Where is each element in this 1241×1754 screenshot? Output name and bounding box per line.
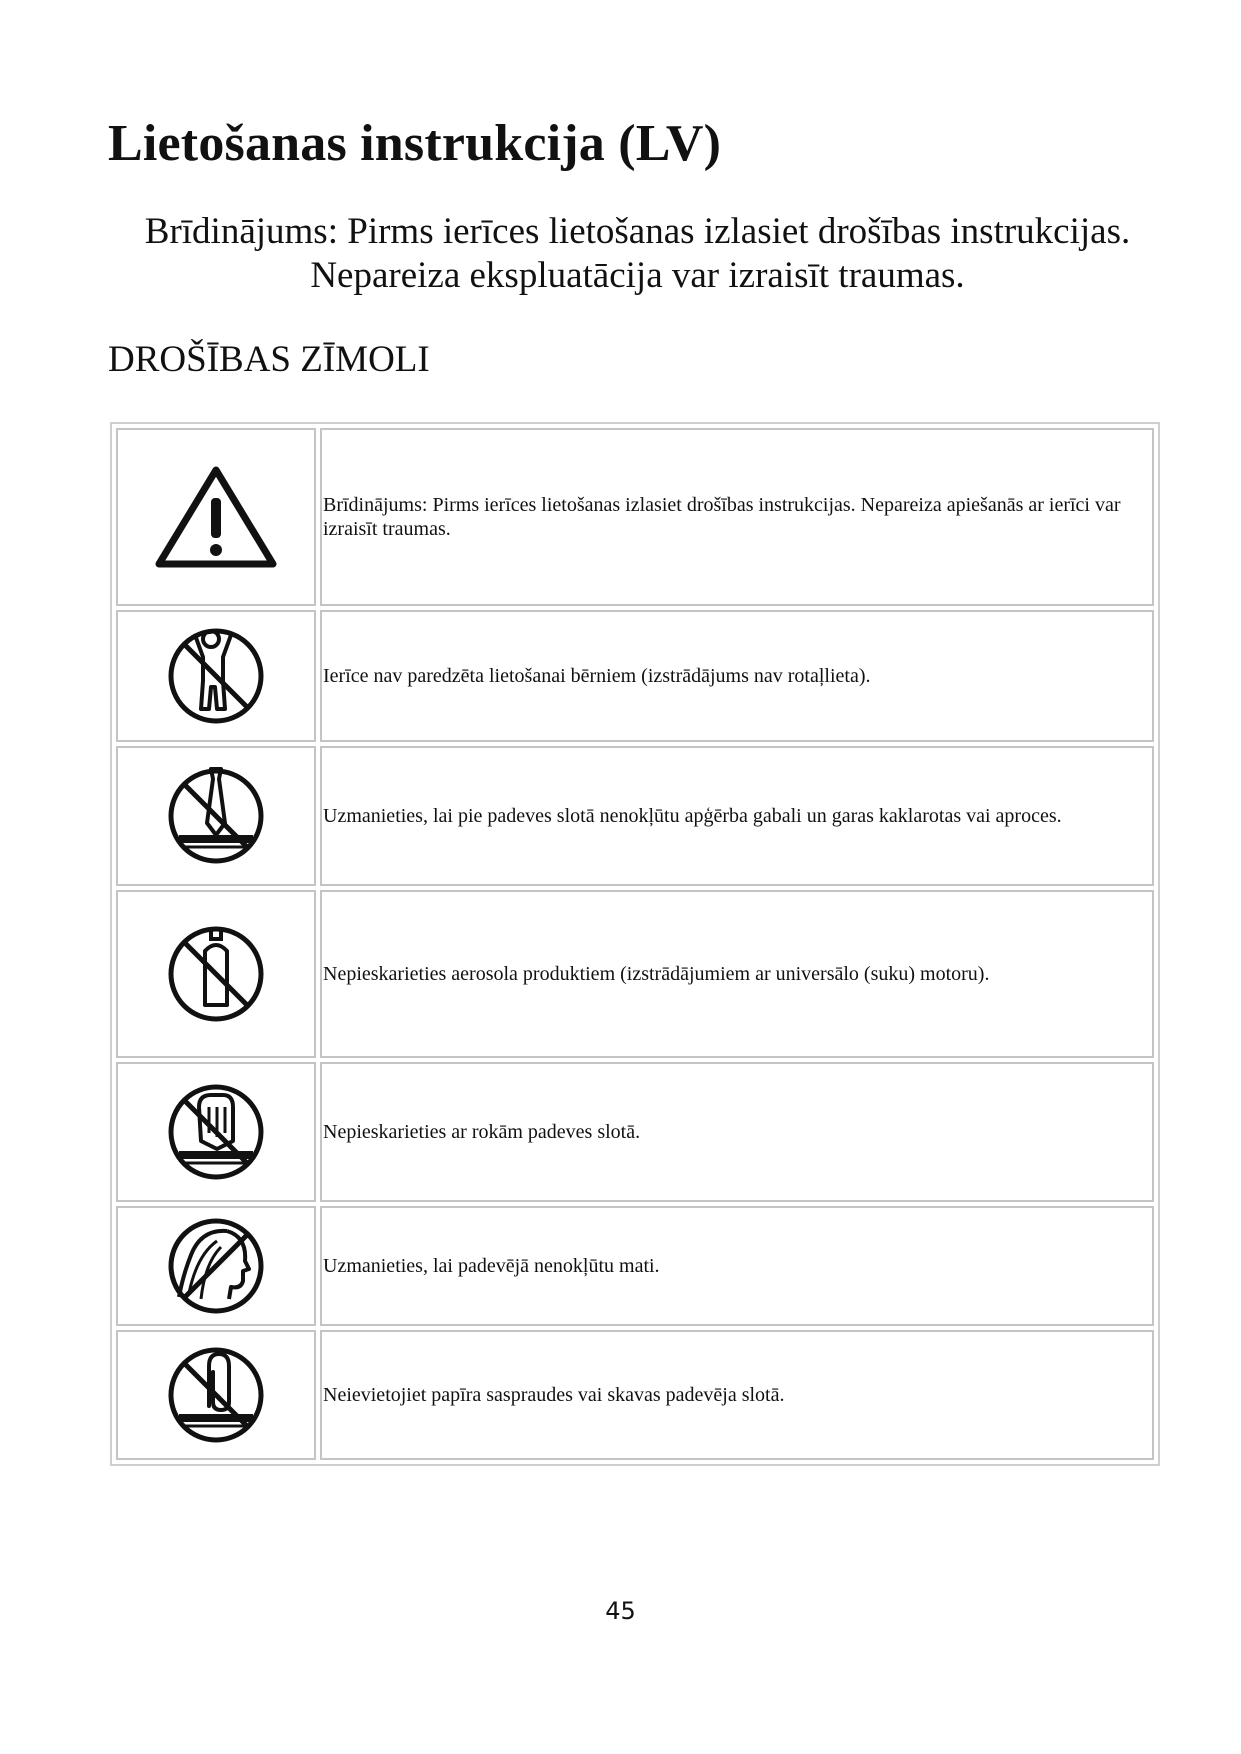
no-hands-icon bbox=[161, 1077, 271, 1187]
table-row bbox=[116, 1330, 1154, 1460]
icon-cell bbox=[116, 746, 316, 886]
symbol-description: Nepieskarieties ar rokām padeves slotā. bbox=[320, 1062, 1154, 1202]
no-paperclip-icon bbox=[161, 1340, 271, 1450]
symbol-description: Nepieskarieties aerosola produktiem (izstrādājumiem ar universālo (suku) motoru). bbox=[320, 890, 1154, 1058]
no-tie-icon bbox=[161, 761, 271, 871]
warning-line-1: Brīdinājums: Pirms ierīces lietošanas izlasiet drošības instrukcijas. bbox=[144, 211, 1131, 252]
warning-notice bbox=[100, 210, 1175, 298]
page-title: Lietošanas instrukcija (LV) bbox=[108, 115, 722, 172]
icon-cell bbox=[116, 610, 316, 742]
symbol-description: Uzmanieties, lai pie padeves slotā nenokļūtu apģērba gabali un garas kaklarotas vai aproces. bbox=[320, 746, 1154, 886]
page-number: 45 bbox=[605, 1597, 636, 1625]
warning-line-2: Nepareiza ekspluatācija var izraisīt traumas. bbox=[310, 255, 965, 296]
table-row bbox=[116, 428, 1154, 606]
warning-triangle-icon bbox=[151, 462, 281, 572]
no-children-icon bbox=[161, 621, 271, 731]
table-row bbox=[116, 890, 1154, 1058]
icon-cell bbox=[116, 1330, 316, 1460]
icon-cell bbox=[116, 1206, 316, 1326]
symbol-description: Uzmanieties, lai padevējā nenokļūtu mati. bbox=[320, 1206, 1154, 1326]
icon-cell bbox=[116, 890, 316, 1058]
table-row bbox=[116, 610, 1154, 742]
no-hair-icon bbox=[161, 1211, 271, 1321]
section-title: DROŠĪBAS ZĪMOLI bbox=[108, 339, 430, 380]
no-aerosol-icon bbox=[161, 919, 271, 1029]
safety-symbols-table bbox=[110, 422, 1160, 1466]
icon-cell bbox=[116, 428, 316, 606]
table-row bbox=[116, 746, 1154, 886]
symbol-description: Brīdinājums: Pirms ierīces lietošanas izlasiet drošības instrukcijas. Nepareiza apiešanās ar ierīci var izraisīt traumas. bbox=[320, 428, 1154, 606]
symbol-description: Ierīce nav paredzēta lietošanai bērniem (izstrādājums nav rotaļlieta). bbox=[320, 610, 1154, 742]
table-row bbox=[116, 1062, 1154, 1202]
symbol-description: Neievietojiet papīra saspraudes vai skavas padevēja slotā. bbox=[320, 1330, 1154, 1460]
table-row bbox=[116, 1206, 1154, 1326]
icon-cell bbox=[116, 1062, 316, 1202]
